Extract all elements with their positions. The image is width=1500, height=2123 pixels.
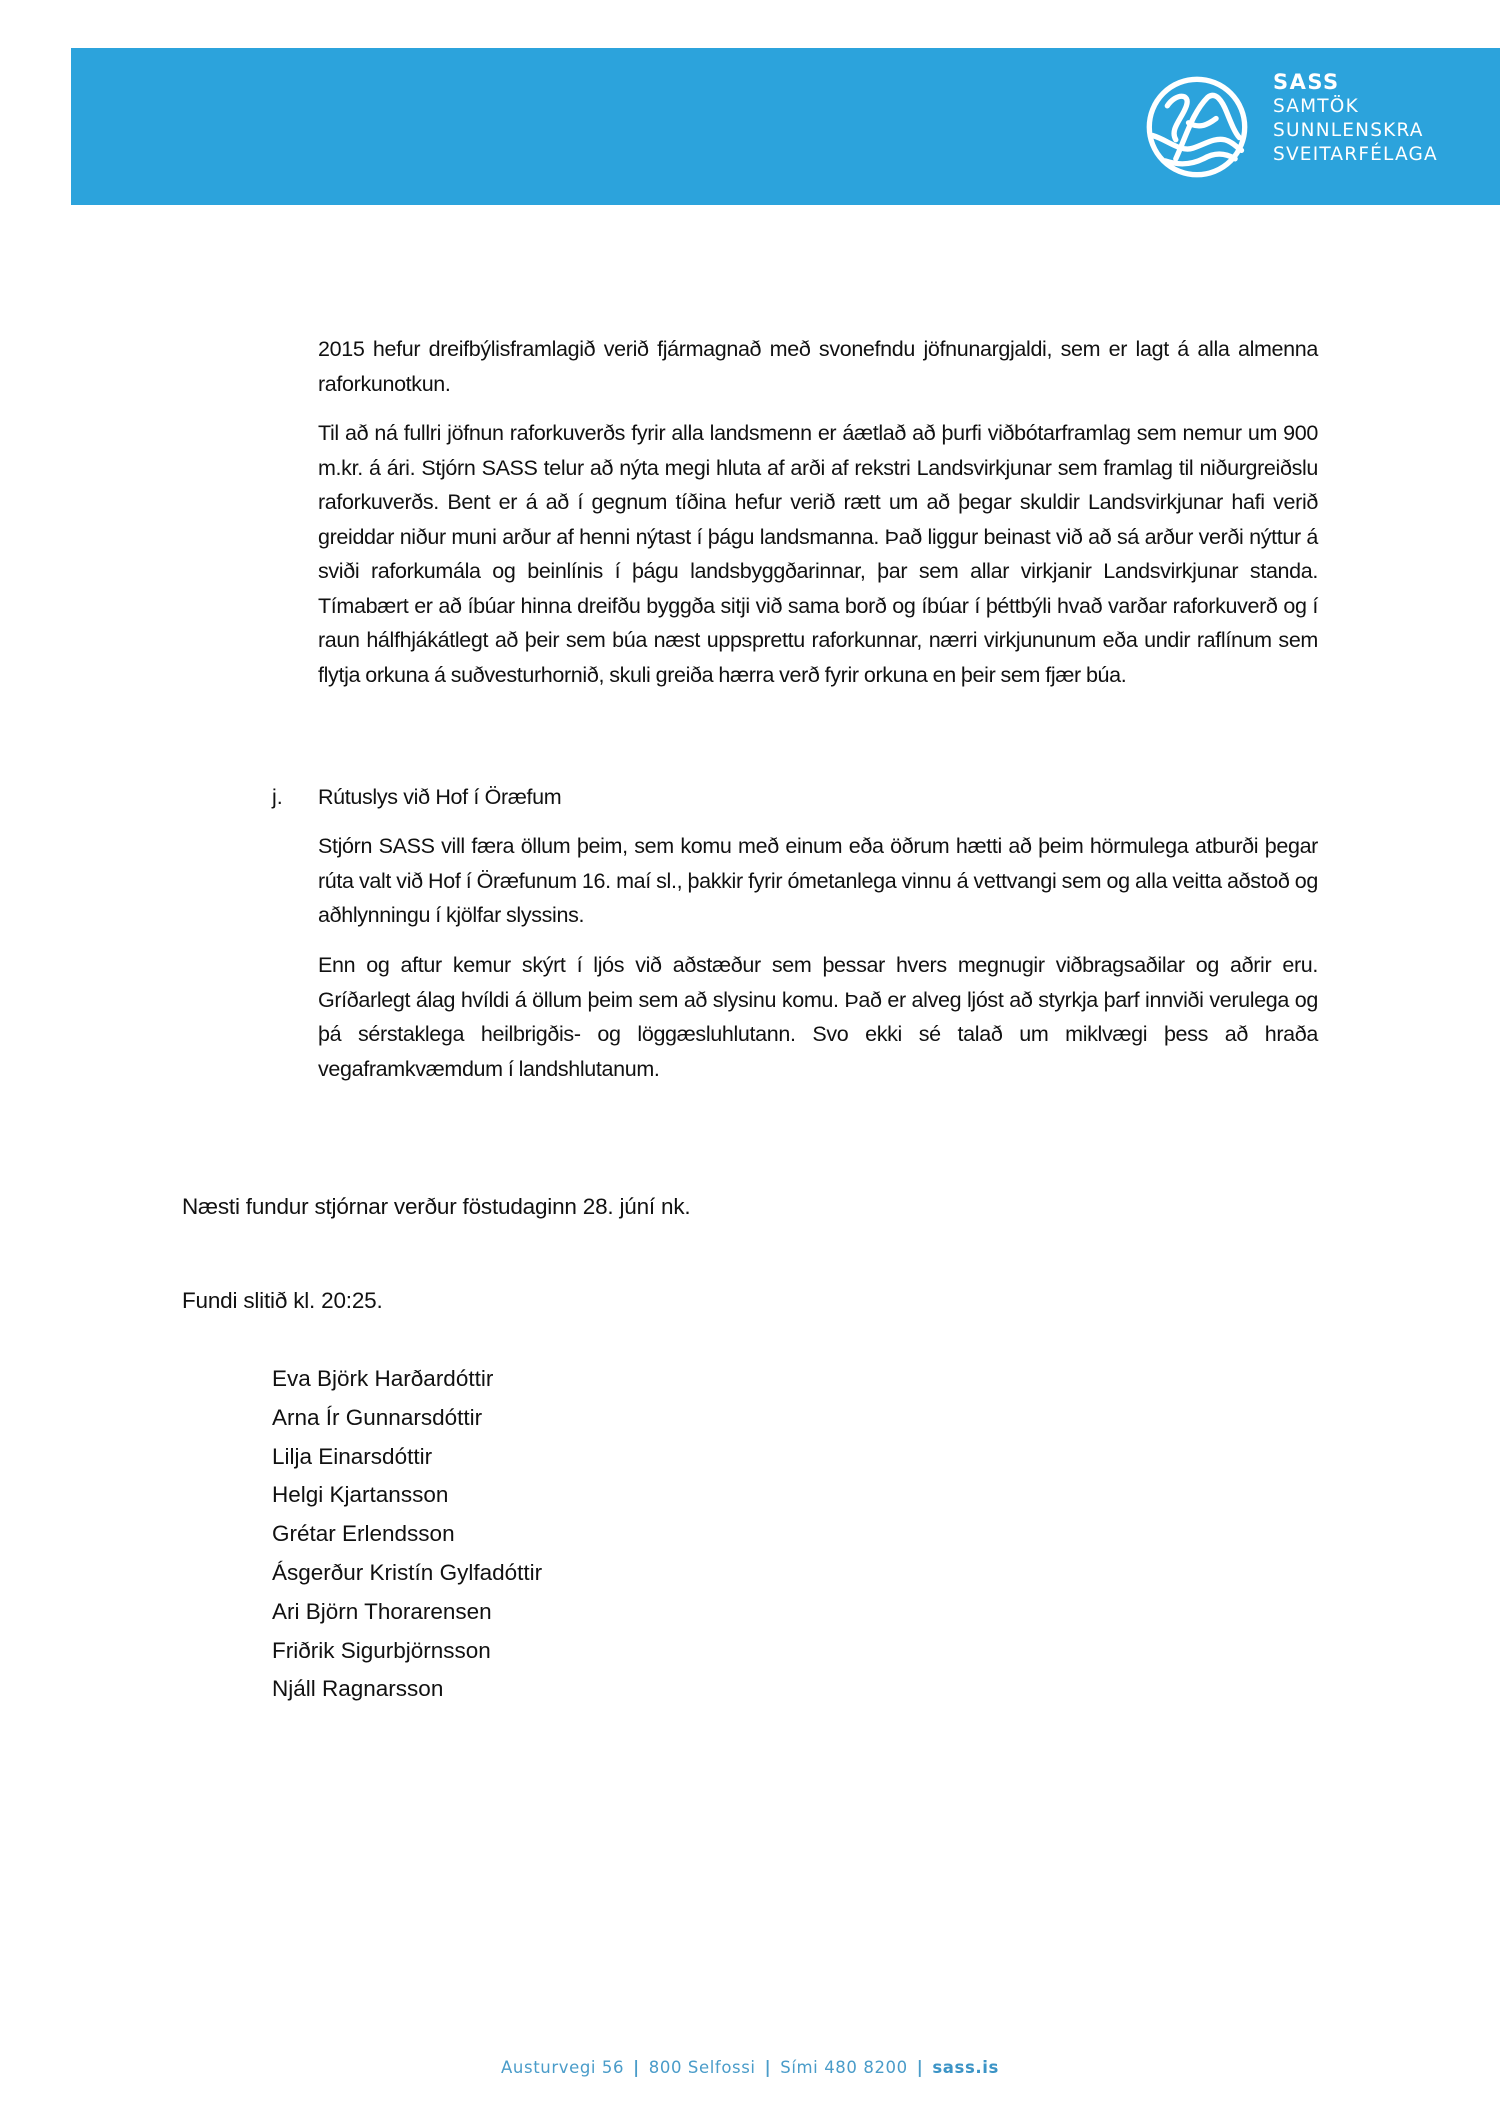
signature-list (272, 1360, 542, 1709)
footer-contact (0, 2058, 1500, 2077)
brand-name: SASS (1273, 70, 1340, 94)
brand-wordmark (1273, 70, 1438, 167)
footer-address: Austurvegi 56 (501, 2058, 625, 2077)
next-meeting-note: Næsti fundur stjórnar verður föstudaginn 28. júní nk. (182, 1194, 691, 1219)
signature-name: Helgi Kjartansson (272, 1482, 449, 1508)
footer-website-link[interactable]: sass.is (932, 2058, 999, 2077)
sass-logo-icon (1144, 74, 1250, 180)
signature-name: Arna Ír Gunnarsdóttir (272, 1404, 483, 1430)
signature-name: Eva Björk Harðardóttir (272, 1366, 494, 1391)
signature-name: Ari Björn Thorarensen (272, 1598, 492, 1624)
footer-postal: 800 Selfossi (648, 2058, 756, 2077)
paragraph-energy-price: Til að ná fullri jöfnun raforkuverðs fyrir alla landsmenn er áætlað að þurfi viðbótarframlag sem nemur um 900 m.kr. á ári. Stjórn SASS telur að nýta megi hluta af arði af rekstri Landsvirkjunar sem framlag til niðurgreiðslu raforkuverðs. Bent er á að í gegnum tíðina hefur verið rætt um að þegar skuldir Landsvirkjunar hafi verið greiddar niður muni arður af henni nýtast í þágu landsmanna. Það liggur beinast við að sá arður verði nýttur á sviði raforkumála og beinlínis í þágu landsbyggðarinnar, þar sem allar virkjanir Landsvirkjunar standa. Tímabært er að íbúar hinna dreifðu byggða sitji við sama borð og íbúar í þéttbýli hvað varðar raforkuverð og í raun hálfhjákátlegt að þeir sem búa næst uppsprettu raforkunnar, nærri virkjununum eða undir raflínum sem flytja orkuna á suðvesturhornið, skuli greiða hærra verð fyrir orkuna en þeir sem fjær búa. (318, 421, 1318, 687)
list-marker: j. (272, 785, 283, 809)
paragraph-bus-accident-thanks: Stjórn SASS vill færa öllum þeim, sem komu með einum eða öðrum hætti að þeim hörmulega atburði þegar rúta valt við Hof í Öræfunum 16. maí sl., þakkir fyrir ómetanlega vinnu á vettvangi sem og alla veitta aðstoð og aðhlynningu í kjölfar slyssins. (318, 834, 1318, 927)
meeting-closed-note: Fundi slitið kl. 20:25. (182, 1288, 383, 1313)
footer-separator: | (916, 2058, 924, 2077)
brand-line-2: SUNNLENSKRA (1273, 120, 1424, 141)
signature-name: Friðrik Sigurbjörnsson (272, 1637, 491, 1663)
paragraph-bus-accident-infrastructure: Enn og aftur kemur skýrt í ljós við aðstæður sem þessar hvers megnugir viðbragsaðilar og aðrir eru. Gríðarlegt álag hvíldi á öllum þeim sem að slysinu komu. Það er alveg ljóst að styrkja þarf innviði verulega og þá sérstaklega heilbrigðis- og löggæsluhlutann. Svo ekki sé talað um miklvægi þess að hraða vegaframkvæmdum í landshlutanum. (318, 953, 1318, 1081)
footer-separator: | (764, 2058, 772, 2077)
footer-separator: | (633, 2058, 640, 2077)
paragraph-funding: 2015 hefur dreifbýlisframlagið verið fjármagnað með svonefndu jöfnunargjaldi, sem er lagt á alla almenna raforkunotkun. (318, 337, 1318, 396)
signature-name: Ásgerður Kristín Gylfadóttir (272, 1559, 543, 1585)
list-heading: Rútuslys við Hof í Öræfum (318, 785, 562, 809)
signature-name: Lilja Einarsdóttir (272, 1443, 433, 1469)
brand-line-1: SAMTÖK (1273, 96, 1359, 117)
signature-name: Njáll Ragnarsson (272, 1676, 444, 1702)
signature-name: Grétar Erlendsson (272, 1521, 455, 1547)
brand-line-3: SVEITARFÉLAGA (1273, 144, 1438, 165)
footer-phone: Sími 480 8200 (780, 2058, 908, 2077)
